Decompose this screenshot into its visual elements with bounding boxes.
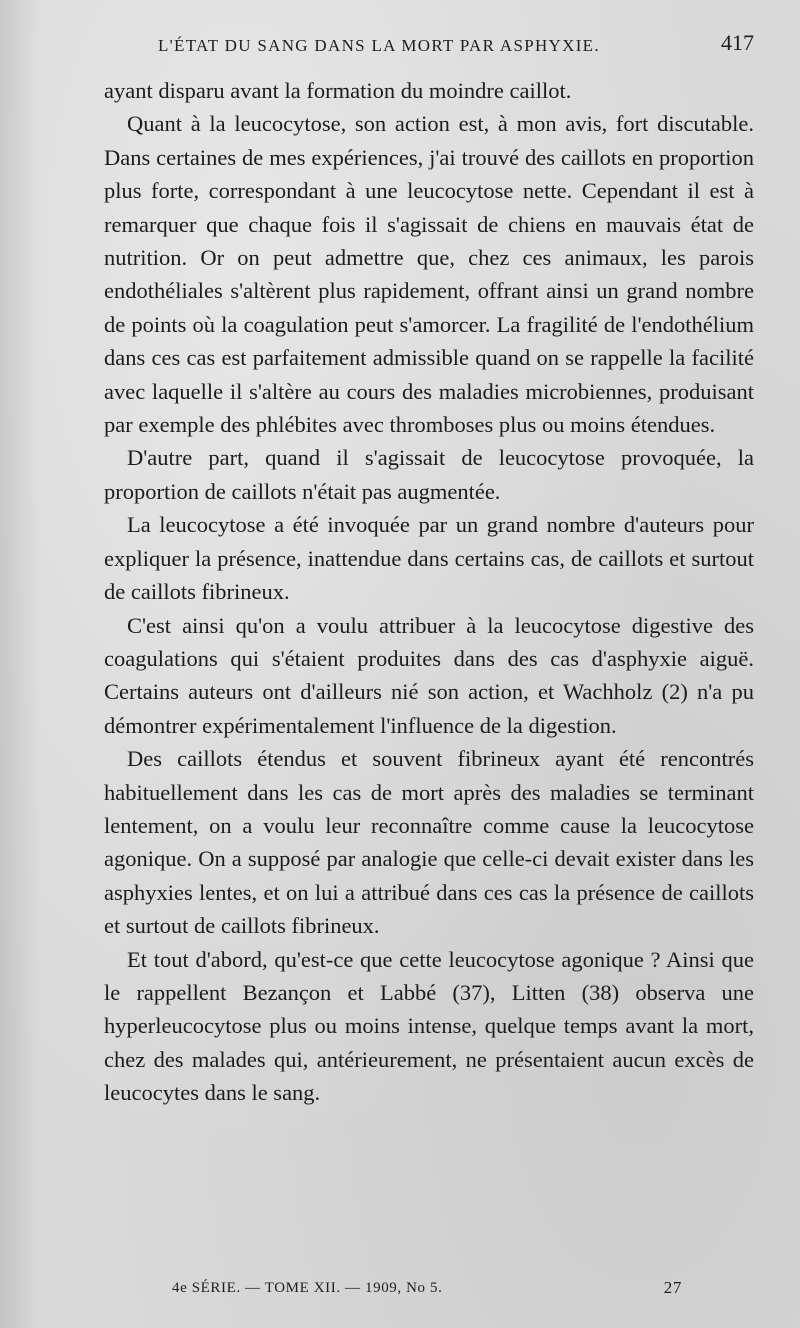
paragraph: ayant disparu avant la formation du moindre caillot. <box>104 78 572 103</box>
body-text <box>104 74 754 1110</box>
running-head <box>158 30 754 62</box>
paragraph: C'est ainsi qu'on a voulu attribuer à la leucocytose digestive des coagulations qui s'étaient produites dans des cas d'asphyxie aiguë. Certains auteurs ont d'ailleurs nié son action, et Wachholz (2) n'a pu démontrer expérimentalement l'influence de la digestion. <box>104 612 754 738</box>
page-footer <box>172 1278 682 1306</box>
paragraph: Quant à la leucocytose, son action est, à mon avis, fort discutable. Dans certaines de mes expériences, j'ai trouvé des caillots en proportion plus forte, correspondant à une leucocytose nette. Cependant il est à remarquer que chaque fois il s'agissait de chiens en mauvais état de nutrition. Or on peut admettre que, chez ces animaux, les parois endothéliales s'altèrent plus rapidement, offrant ainsi un grand nombre de points où la coagulation peut s'amorcer. La fragilité de l'endothélium dans ces cas est parfaitement admissible quand on se rappelle la facilité avec laquelle il s'altère au cours des maladies microbiennes, produisant par exemple des phlébites avec thromboses plus ou moins étendues. <box>104 111 754 438</box>
running-head-title: L'ÉTAT DU SANG DANS LA MORT PAR ASPHYXIE. <box>158 36 600 55</box>
paragraph: Des caillots étendus et souvent fibrineux ayant été rencontrés habituellement dans les cas de mort après des maladies se terminant lentement, on a voulu leur reconnaître comme cause la leucocytose agonique. On a supposé par analogie que celle-ci devait exister dans les asphyxies lentes, et on lui a attribué dans ces cas la présence de caillots et surtout de caillots fibrineux. <box>104 746 754 939</box>
footer-signature: 4e SÉRIE. — TOME XII. — 1909, No 5. <box>172 1280 443 1296</box>
page-number: 417 <box>721 30 754 55</box>
paragraph: La leucocytose a été invoquée par un grand nombre d'auteurs pour expliquer la présence, inattendue dans certains cas, de caillots et surtout de caillots fibrineux. <box>104 512 754 605</box>
footer-signature-number: 27 <box>663 1278 682 1297</box>
paragraph: D'autre part, quand il s'agissait de leucocytose provoquée, la proportion de caillots n'était pas augmentée. <box>104 445 754 504</box>
paragraph: Et tout d'abord, qu'est-ce que cette leucocytose agonique ? Ainsi que le rappellent Bezançon et Labbé (37), Litten (38) observa une hyperleucocytose plus ou moins intense, quelque temps avant la mort, chez des malades qui, antérieurement, ne présentaient aucun excès de leucocytes dans le sang. <box>104 946 754 1106</box>
